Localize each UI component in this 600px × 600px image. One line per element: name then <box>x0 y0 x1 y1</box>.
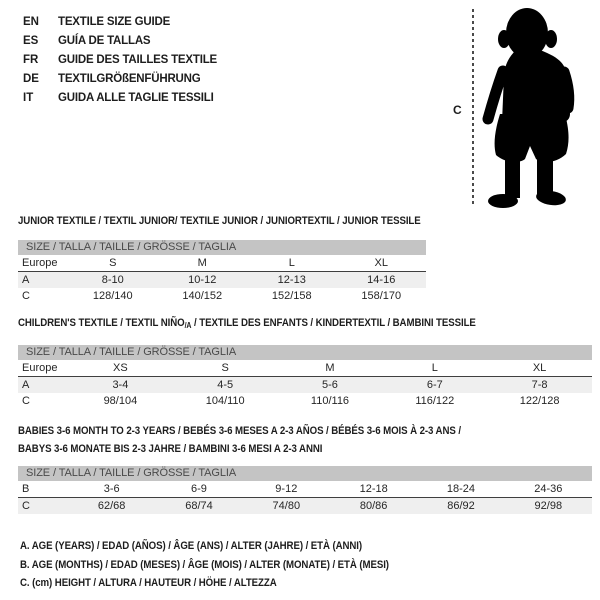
height-cell: 128/140 <box>92 290 133 302</box>
age-cell: 3-4 <box>112 379 129 391</box>
language-code: EN <box>23 16 39 28</box>
months-cell: 12-18 <box>359 483 388 495</box>
footnote-legend <box>20 537 439 593</box>
table-row-europe <box>18 255 426 272</box>
age-cell: 14-16 <box>367 274 396 286</box>
height-cell: 74/80 <box>272 500 301 512</box>
height-cell: 62/68 <box>97 500 126 512</box>
months-cell: 3-6 <box>103 483 120 495</box>
title-subscript: /A <box>184 321 192 330</box>
height-cell: 80/86 <box>359 500 388 512</box>
junior-size-table <box>18 240 426 304</box>
language-row <box>23 89 217 108</box>
language-row <box>23 70 217 89</box>
age-cell: 6-7 <box>426 379 443 391</box>
size-cell: XL <box>532 362 547 374</box>
size-cell: L <box>431 362 438 374</box>
height-cell: 68/74 <box>185 500 213 512</box>
footnote-a: A. AGE (YEARS) / EDAD (AÑOS) / ÂGE (ANS) / ALTER (JAHRE) / ETÀ (ANNI) <box>20 540 363 552</box>
months-cell: 18-24 <box>446 483 476 495</box>
language-code: DE <box>23 73 39 85</box>
babies-section-title <box>18 422 461 458</box>
table-row-europe <box>18 360 592 377</box>
height-cell: 86/92 <box>447 500 475 512</box>
row-label: C <box>22 290 30 302</box>
height-cell: 110/116 <box>310 395 350 407</box>
height-cell: 104/110 <box>205 395 245 407</box>
table-row-height <box>18 288 426 304</box>
table-row-height <box>18 393 592 409</box>
size-cell: XS <box>113 362 128 374</box>
footnote-b: B. AGE (MONTHS) / EDAD (MESES) / ÂGE (MOIS) / ALTER (MONATE) / ETÀ (MESI) <box>20 558 389 571</box>
language-title: TEXTILE SIZE GUIDE <box>58 16 171 28</box>
height-cell: 122/128 <box>519 395 560 407</box>
size-header-bar: SIZE / TALLA / TAILLE / GRÖSSE / TAGLIA <box>18 345 592 360</box>
months-cell: 9-12 <box>275 483 298 495</box>
row-label: A <box>22 274 30 286</box>
height-measure-label: C <box>453 103 462 117</box>
row-label: A <box>22 379 30 391</box>
language-code: FR <box>23 54 39 66</box>
language-code: IT <box>23 92 34 104</box>
row-label: Europe <box>22 362 58 374</box>
size-cell: S <box>221 362 229 374</box>
title-part: CHILDREN'S TEXTILE / TEXTIL NIÑO <box>18 317 185 329</box>
height-cell: 98/104 <box>103 395 138 407</box>
language-row <box>23 51 217 70</box>
table-row-height <box>18 498 592 514</box>
height-cell: 116/122 <box>415 395 455 407</box>
height-cell: 92/98 <box>534 500 563 512</box>
age-cell: 8-10 <box>101 274 124 286</box>
size-cell: M <box>325 362 335 374</box>
months-cell: 24-36 <box>534 483 563 495</box>
title-line: BABYS 3-6 MONATE BIS 2-3 JAHRE / BAMBINI 3-6 MESI A 2-3 ANNI <box>18 443 323 455</box>
table-row-age <box>18 272 426 288</box>
language-title-list <box>23 13 217 108</box>
height-cell: 140/152 <box>182 290 223 302</box>
age-cell: 5-6 <box>322 379 338 391</box>
age-cell: 10-12 <box>188 274 217 286</box>
table-row-months <box>18 481 592 498</box>
language-title: GUIDA ALLE TAGLIE TESSILI <box>58 92 214 104</box>
title-line: BABIES 3-6 MONTH TO 2-3 YEARS / BEBÉS 3-6 MESES A 2-3 AÑOS / BÉBÉS 3-6 MOIS À 2-3 ANS / <box>18 425 461 437</box>
babies-size-table <box>18 466 592 514</box>
row-label: B <box>22 483 30 495</box>
baby-silhouette-icon <box>478 2 588 212</box>
size-cell: S <box>109 257 117 269</box>
row-label: Europe <box>22 257 58 269</box>
height-cell: 152/158 <box>271 290 312 302</box>
row-label: C <box>22 500 30 512</box>
row-label: C <box>22 395 30 407</box>
age-cell: 12-13 <box>277 274 306 286</box>
height-measure-dashed-line <box>472 9 474 205</box>
language-title: GUIDE DES TAILLES TEXTILE <box>58 54 217 66</box>
footnote-c: C. (cm) HEIGHT / ALTURA / HAUTEUR / HÖHE / ALTEZZA <box>20 577 277 589</box>
title-part: / TEXTILE DES ENFANTS / KINDERTEXTIL / BAMBINI TESSILE <box>191 317 476 329</box>
children-section-title <box>18 317 476 329</box>
months-cell: 6-9 <box>191 483 207 495</box>
size-header-bar: SIZE / TALLA / TAILLE / GRÖSSE / TAGLIA <box>18 240 426 255</box>
size-cell: XL <box>374 257 388 269</box>
height-cell: 158/170 <box>361 290 402 302</box>
age-cell: 4-5 <box>217 379 234 391</box>
table-row-age <box>18 377 592 393</box>
size-cell: L <box>288 257 295 269</box>
language-row <box>23 13 217 32</box>
children-size-table <box>18 345 592 409</box>
size-cell: M <box>197 257 207 269</box>
size-header-bar: SIZE / TALLA / TAILLE / GRÖSSE / TAGLIA <box>18 466 592 481</box>
junior-section-title: JUNIOR TEXTILE / TEXTIL JUNIOR/ TEXTILE JUNIOR / JUNIORTEXTIL / JUNIOR TESSILE <box>18 215 421 227</box>
language-title: GUÍA DE TALLAS <box>58 35 151 47</box>
age-cell: 7-8 <box>531 379 548 391</box>
language-row <box>23 32 217 51</box>
language-code: ES <box>23 35 39 47</box>
language-title: TEXTILGRÖßENFÜHRUNG <box>58 73 201 85</box>
